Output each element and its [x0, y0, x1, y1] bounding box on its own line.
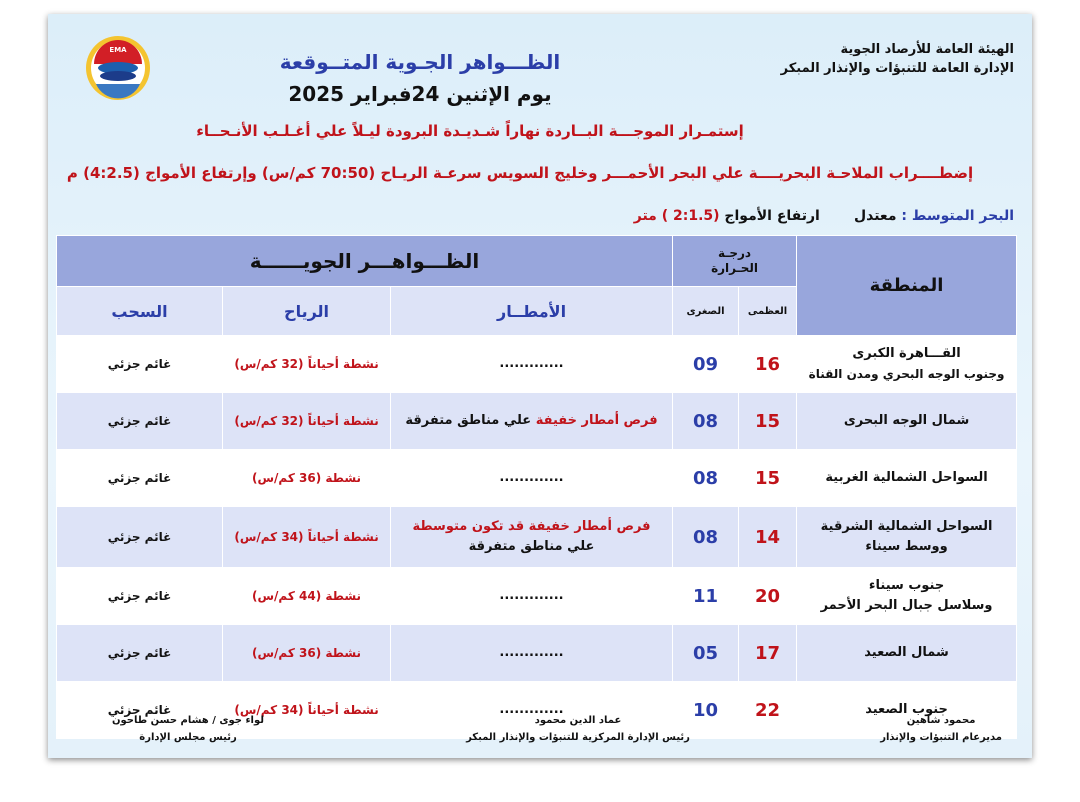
min-temp: 10	[673, 682, 739, 739]
region-cell	[797, 625, 1017, 682]
signature-chairman	[88, 712, 288, 746]
max-temp: 22	[739, 682, 797, 739]
region-name: السواحل الشمالية الغربية	[825, 470, 988, 485]
min-temp: 09	[673, 336, 739, 393]
region-name: السواحل الشمالية الشرقية	[820, 519, 993, 534]
min-temp: 08	[673, 507, 739, 568]
rain-cell	[391, 393, 673, 450]
max-temp: 16	[739, 336, 797, 393]
max-temp: 17	[739, 625, 797, 682]
region-name: جنوب سيناء	[868, 578, 945, 593]
table-row	[57, 568, 1017, 625]
cloud-cell: غائم جزئي	[57, 336, 223, 393]
signature-title: رئيس الإدارة المركزية للتنبؤات والإنذار المبكر	[466, 732, 690, 743]
signature-title: مديرعام التنبؤات والإنذار	[880, 732, 1002, 743]
min-header: الصغرى	[673, 287, 739, 336]
signature-name: لواء جوى / هشام حسن طاحون	[111, 715, 265, 726]
rain-text: .............	[499, 588, 564, 603]
org-name: الهيئة العامة للأرصاد الجوية	[840, 42, 1014, 57]
cloud-cell: غائم جزئي	[57, 393, 223, 450]
signature-central-director	[428, 712, 728, 746]
region-name: شمال الوجه البحرى	[843, 413, 970, 428]
region-cell	[797, 450, 1017, 507]
temperature-header-line2: الحـرارة	[711, 261, 759, 275]
max-temp: 15	[739, 450, 797, 507]
max-temp: 14	[739, 507, 797, 568]
wind-cell: نشطة (36 كم/س)	[223, 625, 391, 682]
wind-cell: نشطة (44 كم/س)	[223, 568, 391, 625]
rain-text: .............	[499, 356, 564, 371]
rain-cell	[391, 450, 673, 507]
rain-text: .............	[499, 645, 564, 660]
rain-cell	[391, 336, 673, 393]
region-cell	[797, 568, 1017, 625]
wind-header: الرياح	[223, 287, 391, 336]
region-name: جنوب الصعيد	[865, 702, 948, 717]
rain-cell	[391, 568, 673, 625]
rain-text: علي مناطق متفرقة	[405, 413, 536, 428]
max-temp: 20	[739, 568, 797, 625]
cloud-header: السحب	[57, 287, 223, 336]
cloud-cell: غائم جزئي	[57, 507, 223, 568]
cloud-cell: غائم جزئي	[57, 568, 223, 625]
forecast-table	[56, 235, 1017, 739]
table-row	[57, 625, 1017, 682]
min-temp: 08	[673, 450, 739, 507]
rain-header: الأمطــار	[391, 287, 673, 336]
signature-name: عماد الدين محمود	[534, 715, 622, 726]
wind-cell: نشطة (36 كم/س)	[223, 450, 391, 507]
min-temp: 11	[673, 568, 739, 625]
wind-cell: نشطة أحياناً (32 كم/س)	[223, 336, 391, 393]
cloud-cell: غائم جزئي	[57, 450, 223, 507]
region-name-secondary: وسلاسل جبال البحر الأحمر	[820, 598, 993, 613]
forecast-date: يوم الإثنين 24فبراير 2025	[288, 82, 552, 106]
region-name-secondary: وجنوب الوجه البحري ومدن القناة	[808, 367, 1005, 381]
cloud-cell: غائم جزئي	[57, 682, 223, 739]
wind-cell: نشطة أحياناً (32 كم/س)	[223, 393, 391, 450]
rain-text: .............	[499, 470, 564, 485]
region-cell	[797, 336, 1017, 393]
min-temp: 05	[673, 625, 739, 682]
forecast-sheet	[48, 14, 1032, 758]
region-name-secondary: ووسط سيناء	[865, 539, 948, 554]
table-row	[57, 393, 1017, 450]
rain-text-line2: علي مناطق متفرقة	[468, 539, 595, 554]
mediterranean-state	[634, 208, 1014, 224]
region-header: المنطقة	[797, 236, 1017, 336]
signature-name: محمود شاهين	[906, 715, 976, 726]
cloud-cell: غائم جزئي	[57, 625, 223, 682]
sea-label: البحر المتوسط :	[901, 208, 1014, 224]
cold-wave-note: إستمـرار الموجـــة البــاردة نهاراً شـديـدة البرودة ليـلاً علي أغـلـب الأنـحــاء	[196, 122, 744, 140]
rain-red-text: فرص أمطار خفيفة	[535, 413, 658, 428]
sea-state: معتدل	[853, 208, 897, 224]
rain-cell	[391, 625, 673, 682]
table-row	[57, 336, 1017, 393]
rain-text: .............	[499, 702, 564, 717]
marine-warning: إضطــــراب الملاحـة البحريــــة علي البحر الأحمـــر وخليج السويس سرعـة الريـاح (70:50 كم/س) وإرتفاع الأمواج (4:2.5) م	[66, 164, 974, 182]
region-name: القـــاهرة الكبرى	[852, 346, 961, 361]
rain-red-text: فرص أمطار خفيفة قد تكون متوسطة	[412, 519, 651, 534]
signature-title: رئيس مجلس الإدارة	[139, 732, 237, 743]
region-cell	[797, 393, 1017, 450]
wind-cell: نشطة أحياناً (34 كم/س)	[223, 507, 391, 568]
max-temp: 15	[739, 393, 797, 450]
org-department: الإدارة العامة للتنبؤات والإنذار المبكر	[780, 61, 1014, 76]
temperature-header-line1: درجـة	[717, 246, 752, 260]
table-row	[57, 450, 1017, 507]
temperature-header	[673, 236, 797, 287]
page-title: الظـــواهر الجـوية المتــوقعة	[279, 50, 561, 74]
region-name: شمال الصعيد	[864, 645, 949, 660]
min-temp: 08	[673, 393, 739, 450]
phenomena-header: الظـــواهـــر الجويــــــة	[57, 236, 673, 287]
signature-forecast-director	[880, 712, 1002, 746]
rain-cell	[391, 507, 673, 568]
table-row	[57, 507, 1017, 568]
region-cell	[797, 507, 1017, 568]
waves-label: ارتفاع الأمواج	[724, 208, 820, 224]
svg-text:EMA: EMA	[109, 46, 127, 54]
max-header: العظمى	[739, 287, 797, 336]
waves-value: (2:1.5 ) متر	[633, 208, 720, 224]
wind-cell: نشطة أحياناً (34 كم/س)	[223, 682, 391, 739]
